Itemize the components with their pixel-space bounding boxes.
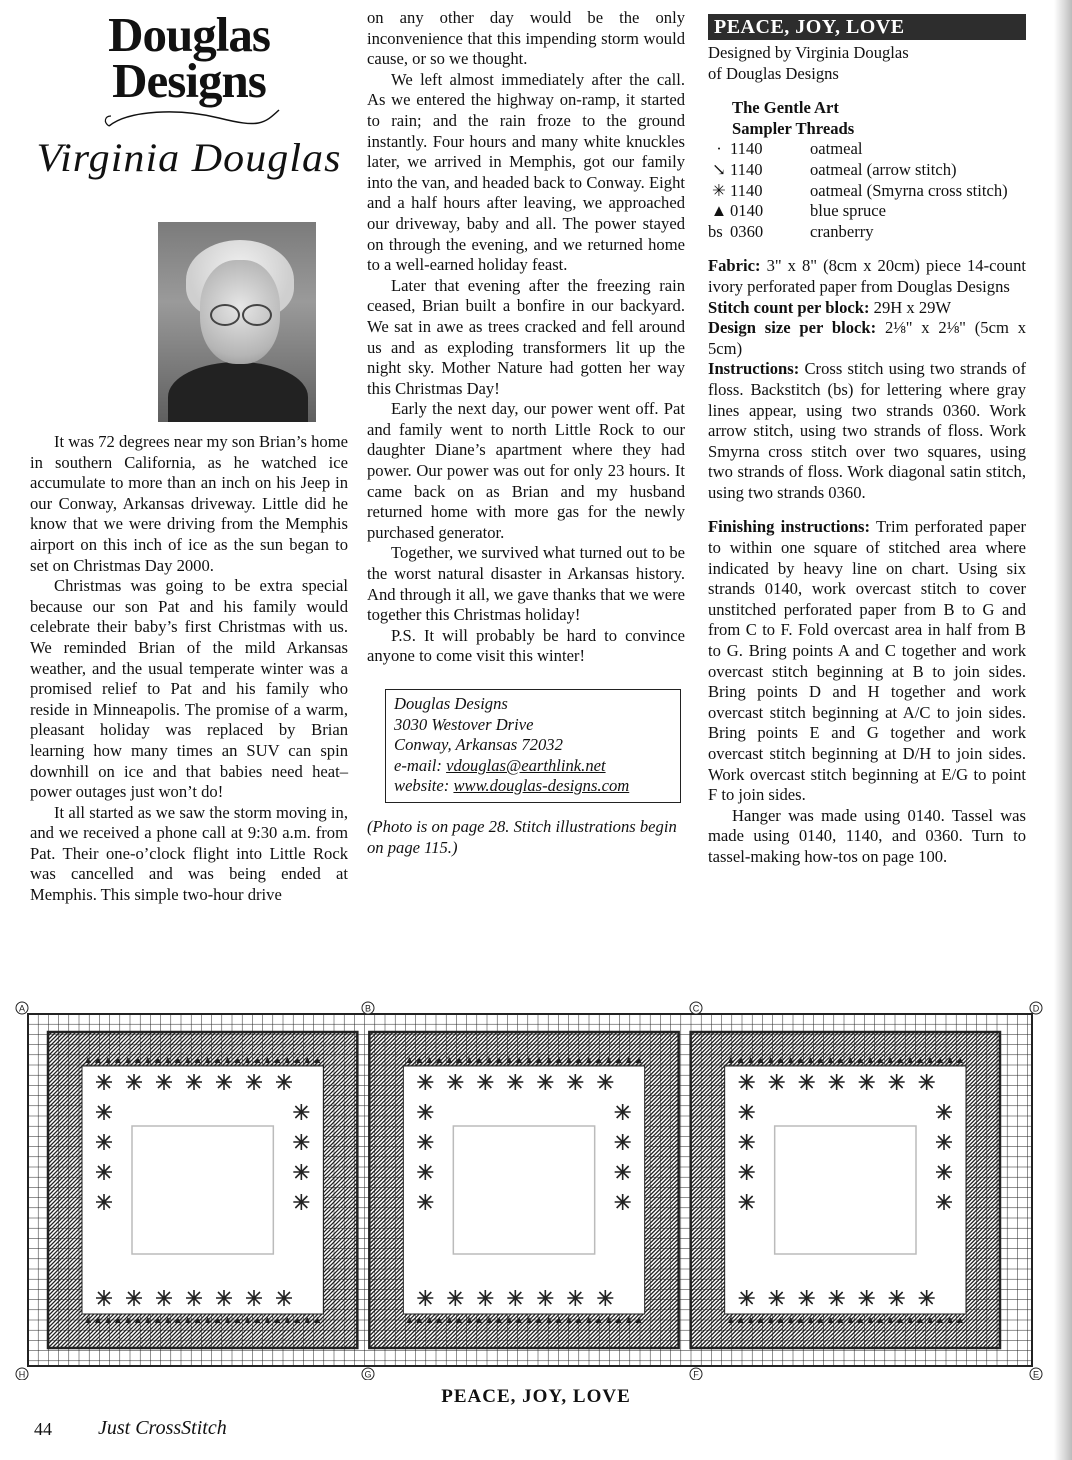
smyrna-cross-mark [156,1290,172,1306]
smyrna-cross-mark [936,1164,952,1180]
smyrna-cross-mark [126,1290,142,1306]
fabric-text: 3" x 8" (8cm x 20cm) piece 14-count ivory perforated paper from Douglas Designs [708,256,1026,296]
title-swash-ornament [89,104,289,134]
article-paragraph: Early the next day, our power went off. Pat and family went to north Little Rock to our daughter Diane’s apartment where they had power. Our power was out for only 23 hours. It came back on as Brian and my husband returned home with more gas for the newly purchased generator. [367,399,685,542]
floss-heading-line-1: The Gentle Art [732,98,839,118]
smyrna-cross-mark [417,1164,433,1180]
finishing-text: Trim perforated paper to within one square of stitched area where indicated by heavy line on chart. Using six strands 0140, work overcast stitch to cover unstitched perforated paper from B to G and from C to F. Fold overcast area in half from B to G. Bring points A and C together and work overcast stitch beginning at B to join sides. Bring points D and H together and work overcast stitch beginning at A/C to join sides. Bring points E and G together and work overcast stitch beginning at D/H to join sides. Work overcast stitch beginning at E/G to point F to join sides. [708,517,1026,805]
smyrna-cross-mark [567,1290,583,1306]
article-paragraph: on any other day would be the only inconvenience that this impending storm would cause, or so we thought. [367,8,685,69]
corner-label: A [18,1003,26,1014]
page-number: 44 [34,1419,52,1439]
floss-number: 0360 [730,221,764,241]
corner-label: E [1032,1369,1040,1380]
design-size [708,318,1026,359]
smyrna-cross-mark [276,1290,292,1306]
article-paragraph: Together, we survived what turned out to be the worst natural disaster in Arkansas history. And through it all, we gave thanks that we were together this Christmas holiday! [367,543,685,625]
smyrna-cross-mark [417,1104,433,1120]
floss-row [708,139,1008,160]
website-link[interactable]: www.douglas-designs.com [453,776,630,796]
smyrna-cross-mark [293,1194,309,1210]
smyrna-cross-mark [96,1074,112,1090]
smyrna-cross-mark [417,1194,433,1210]
smyrna-cross-mark [567,1074,583,1090]
chart-title: PEACE, JOY, LOVE [441,1386,631,1407]
instructions-label: Instructions: [708,359,800,379]
floss-symbol: · [716,139,722,159]
cross-stitch-chart [14,1000,1046,1380]
smyrna-cross-mark [276,1074,292,1090]
email-label: e-mail: [394,755,447,775]
address-email-line [394,756,672,777]
finishing-label: Finishing instructions: [708,517,871,537]
smyrna-cross-mark [597,1290,613,1306]
address-web-line [394,776,672,797]
smyrna-cross-mark [615,1164,631,1180]
column-left [30,7,349,905]
smyrna-cross-mark [293,1164,309,1180]
article-paragraph: It all started as we saw the storm moving in, and we received a phone call at 9:30 a.m. from Pat. Their one-o’clock flight into Little Rock was cancelled and was being ended at Memphis. This simple two-hour drive [30,802,348,905]
design-size-label: Design size per block: [708,318,877,338]
smyrna-cross-mark [96,1104,112,1120]
smyrna-cross-mark [417,1290,433,1306]
photo-glasses-left [210,304,240,326]
floss-name: blue spruce [810,201,887,221]
floss-symbol: bs [708,221,723,241]
article-paragraph: Christmas was going to be extra special because our son Pat and his family would celebrate their baby’s first Christmas with us. We reminded Brian of the mild Arkansas weather, and the usual temperate winter was a promised relief to Pat and his family who reside in Minneapolis. The promise of a warm, pleasant holiday was replaced by Brian learning how many times an SUV can spin downhill on ice and that babies need heat–power outages just won’t do! [30,576,348,802]
floss-name: oatmeal [810,139,863,159]
smyrna-cross-mark [246,1074,262,1090]
article-paragraph: We left almost immediately after the call. As we entered the highway on-ramp, it started to rain; and the rain froze to the ground instantly. Four hours and many white knuckles later, we arrived in Memphis, got our family into the van, and headed back to Conway. Eight and a half hours after leaving, we approached our driveway, baby and all. The power stayed on through the evening, and we returned home to a well-earned holiday feast. [367,69,685,275]
block-inner [403,1066,644,1314]
corner-label: D [1032,1003,1040,1014]
fabric-spec [708,256,1026,297]
floss-name: oatmeal (arrow stitch) [810,159,957,179]
floss-name: oatmeal (Smyrna cross stitch) [810,180,1008,200]
smyrna-cross-mark [507,1074,523,1090]
smyrna-cross-mark [186,1074,202,1090]
smyrna-cross-mark [936,1134,952,1150]
smyrna-cross-mark [96,1290,112,1306]
column-right [708,14,1026,868]
address-name: Douglas Designs [394,694,508,713]
smyrna-cross-mark [537,1290,553,1306]
finishing-instructions [708,517,1026,805]
magazine-name: Just CrossStitch [98,1417,227,1439]
floss-number: 1140 [730,139,763,159]
smyrna-cross-mark [889,1074,905,1090]
stitch-count [708,298,1026,319]
smyrna-cross-mark [293,1134,309,1150]
smyrna-cross-mark [739,1074,755,1090]
smyrna-cross-mark [769,1074,785,1090]
floss-symbol: ▲ [710,201,728,221]
floss-row [708,201,1008,222]
smyrna-cross-mark [615,1104,631,1120]
floss-symbol: ✳ [712,180,726,200]
smyrna-cross-mark [417,1134,433,1150]
designer-credit [708,43,1026,84]
smyrna-cross-mark [597,1074,613,1090]
smyrna-cross-mark [739,1104,755,1120]
corner-label: B [364,1003,372,1014]
photo-shoulders [168,362,308,422]
smyrna-cross-mark [477,1290,493,1306]
floss-number: 1140 [730,180,763,200]
fabric-label: Fabric: [708,256,761,276]
floss-number: 0140 [730,201,764,221]
instructions [708,359,1026,503]
photo-glasses-right [242,304,272,326]
floss-key-table [708,139,1008,242]
designer-credit-line-2: of Douglas Designs [708,63,839,83]
smyrna-cross-mark [216,1290,232,1306]
photo-note: (Photo is on page 28. Stitch illustrations begin on page 115.) [367,816,677,857]
smyrna-cross-mark [936,1104,952,1120]
address-box [385,689,681,803]
address-street: 3030 Westover Drive [394,714,534,734]
floss-row [708,222,1008,243]
smyrna-cross-mark [919,1074,935,1090]
smyrna-cross-mark [829,1074,845,1090]
article-paragraph: Later that evening after the freezing rain ceased, Brian built a bonfire in our backyard. We sat in awe as trees cracked and fell around us and as exploding transformers lit up the night sky. Mother Nature had gotten her way this Christmas Day! [367,275,685,398]
smyrna-cross-mark [96,1164,112,1180]
address-city: Conway, Arkansas 72032 [394,735,563,755]
smyrna-cross-mark [447,1074,463,1090]
floss-name: cranberry [810,221,874,241]
article-paragraph: It was 72 degrees near my son Brian’s home in southern California, as he watched ice accumulate to more than an inch on his Jeep in our Conway, Arkansas driveway. Little did he know that we were driving from the Memphis airport on this inch of ice as the sun began to set on Christmas Day 2000. [30,432,349,575]
page-title [30,7,348,108]
smyrna-cross-mark [615,1194,631,1210]
corner-label: F [693,1369,699,1380]
smyrna-cross-mark [739,1290,755,1306]
smyrna-cross-mark [447,1290,463,1306]
smyrna-cross-mark [537,1074,553,1090]
stitch-count-value: 29H x 29W [869,297,952,317]
article-paragraph: P.S. It will probably be hard to convince anyone to come visit this winter! [367,625,685,666]
smyrna-cross-mark [126,1074,142,1090]
smyrna-cross-mark [216,1074,232,1090]
smyrna-cross-mark [829,1290,845,1306]
pattern-banner: PEACE, JOY, LOVE [708,14,1026,40]
column-middle [367,8,685,858]
floss-row [708,160,1008,181]
stitch-count-label: Stitch count per block: [708,297,870,317]
block-inner [82,1066,323,1314]
smyrna-cross-mark [615,1134,631,1150]
smyrna-cross-mark [96,1134,112,1150]
floss-symbol: ↘ [712,159,726,179]
smyrna-cross-mark [739,1194,755,1210]
smyrna-cross-mark [417,1074,433,1090]
floss-number: 1140 [730,159,763,179]
corner-label: C [692,1003,700,1014]
web-label: website: [394,776,454,796]
email-link[interactable]: vdouglas@earthlink.net [446,755,606,775]
title-line-1: Douglas [108,7,270,62]
smyrna-cross-mark [919,1290,935,1306]
floss-row [708,181,1008,202]
smyrna-cross-mark [859,1074,875,1090]
smyrna-cross-mark [507,1290,523,1306]
smyrna-cross-mark [186,1290,202,1306]
smyrna-cross-mark [96,1194,112,1210]
smyrna-cross-mark [477,1074,493,1090]
hanger-note: Hanger was made using 0140. Tassel was made using 0140, 1140, and 0360. Turn to tassel-making how-tos on page 100. [708,805,1026,866]
article-column-1 [30,432,348,906]
smyrna-cross-mark [799,1074,815,1090]
title-line-2: Designs [112,53,266,108]
designer-photo [158,222,316,422]
smyrna-cross-mark [936,1194,952,1210]
corner-label: G [364,1369,372,1380]
smyrna-cross-mark [739,1134,755,1150]
smyrna-cross-mark [156,1074,172,1090]
smyrna-cross-mark [769,1290,785,1306]
instructions-text: Cross stitch using two strands of floss. Backstitch (bs) for lettering where gray lines appear, using two strands 0360. Work arrow stitch, using two strands of floss. Work Smyrna cross stitch over two squares, using two strands of floss. Work diagonal satin stitch, using two strands 0360. [708,359,1026,502]
floss-heading [732,98,1026,139]
page-edge-shadow [1054,0,1072,1460]
smyrna-cross-mark [293,1104,309,1120]
smyrna-cross-mark [246,1290,262,1306]
smyrna-cross-mark [739,1164,755,1180]
designer-credit-line-1: Designed by Virginia Douglas [708,43,909,62]
smyrna-cross-mark [889,1290,905,1306]
smyrna-cross-mark [799,1290,815,1306]
smyrna-cross-mark [859,1290,875,1306]
corner-label: H [18,1369,26,1380]
designer-signature: Virginia Douglas [36,135,342,180]
block-inner [725,1066,966,1314]
design-size-value: 2⅛" x 2⅛" (5cm x 5cm) [708,318,1026,358]
floss-heading-line-2: Sampler Threads [732,118,855,138]
